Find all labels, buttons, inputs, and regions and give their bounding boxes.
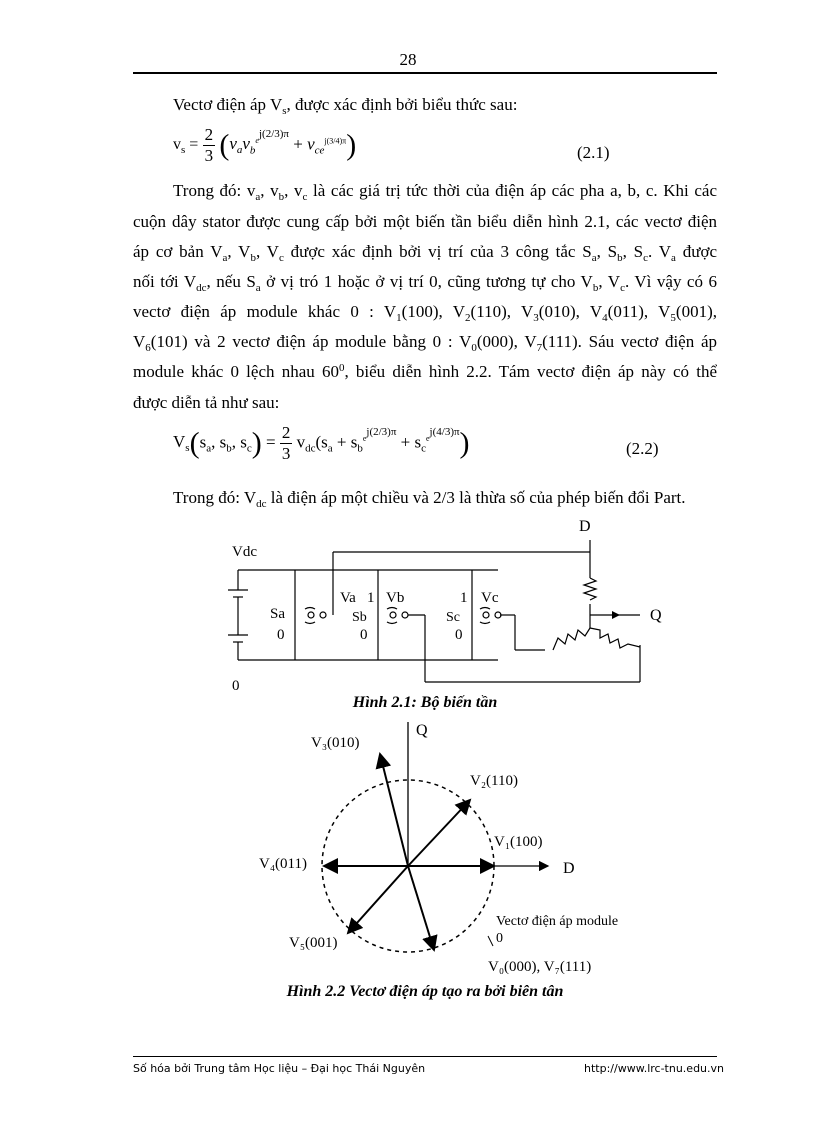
vector-v2 <box>408 800 470 866</box>
label-d: D <box>563 860 575 877</box>
vector-v3 <box>380 754 408 866</box>
label-one: 1 <box>460 590 468 606</box>
vector-v5 <box>348 866 408 933</box>
paragraph-line: cuộn dây stator được cung cấp bởi một biến tần biểu diễn hình 2.1, các vectơ điện <box>133 212 717 231</box>
paragraph-line: Trong đó: $v_a$, $v_b$, $v_c$ là các giá trị tức thời của điện áp các pha a, b, c. Khi các <box>173 181 718 203</box>
label-v0v7: V₀(000), V₇(111) <box>488 959 592 975</box>
page-number: 28 <box>399 50 417 69</box>
label-vdc: Vdc <box>232 544 257 560</box>
label-zero: 0 <box>277 627 285 643</box>
label-v3: V₃(010) <box>311 735 360 751</box>
figure-2-caption: Hình 2.2 Vectơ điện áp tạo ra bởi biên tân <box>286 983 564 1000</box>
paragraph-line: Trong đó: $V_{dc}$ là điện áp một chiều và 2/3 là thừa số của phép biến đổi Part. <box>173 488 686 510</box>
label-module0b: 0 <box>496 931 503 946</box>
label-module0: Vectơ điện áp module <box>496 914 619 929</box>
label-zero: 0 <box>455 627 463 643</box>
paragraph-line: $V_6(101)$ và 2 vectơ điện áp module bằng 0 : $V_0(000)$, $V_7(111)$. Sáu vectơ điện áp <box>133 332 717 354</box>
paragraph-line: vectơ điện áp module khác 0 : $V_1(100)$, $V_2(110)$, $V_3(010)$, $V_4(011)$, $V_5(001)$, <box>133 302 717 324</box>
inverter-circuit-figure <box>0 510 816 710</box>
figure-1-caption: Hình 2.1: Bộ biến tần <box>352 694 498 711</box>
label-v2: V₂(110) <box>470 773 518 789</box>
paragraph-line: áp cơ bản $V_a$, $V_b$, $V_c$ được xác định bởi vị trí của 3 công tắc $S_a$, $S_b$, $S_c$. $V_a$ được <box>133 242 717 264</box>
paragraph-line: được diễn tả như sau: <box>133 393 280 412</box>
label-zero: 0 <box>360 627 368 643</box>
label-sc: Sc <box>446 610 460 625</box>
equation-2-2-label: (2.2) <box>626 439 659 458</box>
vector-v6 <box>408 866 434 950</box>
paragraph-line: nối tới $V_{dc}$, nếu $S_a$ ở vị tró 1 hoặc ở vị trí 0, cũng tương tự cho $V_b$, $V_c$. Vì vậy có 6 <box>133 272 717 294</box>
label-one: 1 <box>367 590 375 606</box>
label-va: Va <box>340 590 356 606</box>
label-q: Q <box>650 607 662 624</box>
label-sb: Sb <box>352 610 367 625</box>
label-v1: V₁(100) <box>494 834 543 850</box>
label-d: D <box>579 518 591 535</box>
label-v4: V₄(011) <box>259 856 307 872</box>
header-rule <box>133 72 717 74</box>
label-q: Q <box>416 722 428 739</box>
label-vc: Vc <box>481 590 499 606</box>
q-arrow-icon <box>612 611 620 619</box>
equation-2-1: $v_s$ = $\frac{2}{3}$ $(v_av_b^{e^{j(2/3)\pi}} + v_{ce}^{j(3/4)\pi})$ <box>173 125 357 165</box>
label-vb: Vb <box>386 590 405 606</box>
label-v5: V₅(001) <box>289 935 338 951</box>
footer-left: Số hóa bởi Trung tâm Học liệu – Đại học Thái Nguyên <box>133 1062 426 1075</box>
label-sa: Sa <box>270 606 285 622</box>
label-zero: 0 <box>232 678 240 694</box>
voltage-vector-figure <box>0 715 816 990</box>
equation-2-2: $V_s(s_a$, $s_b$, $s_c$) = $\frac{2}{3}$ $v_{dc}(s_a + s_b^{e^{j(2/3)\pi}} + s_c^{e^{j(4/3)\pi}})$ <box>173 423 470 463</box>
paragraph-line: module khác 0 lệch nhau $60^0$, biểu diễn hình 2.2. Tám vectơ điện áp này có thể <box>133 362 717 381</box>
intro-line: Vectơ điện áp $V_s$, được xác định bởi biểu thức sau: <box>173 95 518 117</box>
equation-2-1-label: (2.1) <box>577 143 610 162</box>
footer-rule <box>133 1056 717 1057</box>
footer-link[interactable]: http://www.lrc-tnu.edu.vn <box>584 1062 724 1075</box>
